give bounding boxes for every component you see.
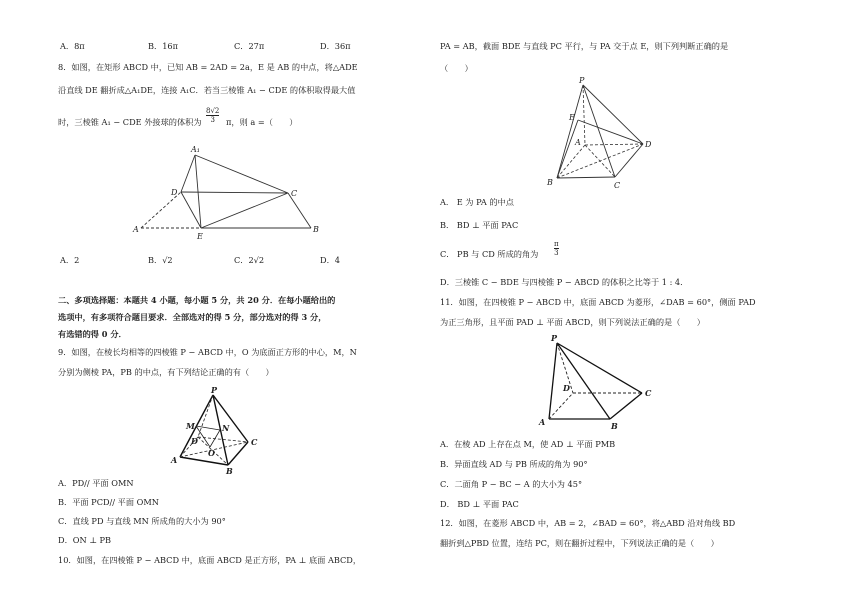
q11-option-a: A．在棱 AD 上存在点 M，使 AD ⊥ 平面 PMB — [440, 439, 616, 449]
q10-option-a: A． E 为 PA 的中点 — [440, 197, 514, 207]
left-column — [58, 0, 458, 607]
q10-fraction-denominator: 3 — [554, 249, 559, 257]
q8-line-1: 8．如图，在矩形 ABCD 中，已知 AB = 2AD = 2a，E 是 AB 的中点，将△ADE — [58, 62, 358, 72]
q11-edge-pb — [557, 343, 610, 419]
q9-label-o: O — [208, 448, 215, 458]
q8-option-c: C．2√2 — [234, 255, 265, 265]
q9-label-a: A — [171, 455, 178, 465]
q10-label-p: P — [579, 76, 585, 85]
q10-edge-bc — [557, 177, 615, 178]
q10-label-e: E — [569, 113, 575, 122]
q9-option-c: C．直线 PD 与直线 MN 所成角的大小为 90° — [58, 516, 226, 526]
q10-label-d: D — [645, 140, 652, 149]
q10-label-c: C — [614, 181, 621, 190]
q9-label-n: N — [222, 423, 230, 433]
q11-label-b: B — [611, 421, 618, 431]
q10-option-c: C． PB 与 CD 所成的角为 — [440, 249, 539, 259]
q10-edge-pc — [583, 85, 615, 177]
q9-option-a: A．PD// 平面 OMN — [58, 478, 134, 488]
q8-label-a: A — [133, 225, 139, 234]
q8-fraction-denominator: 3 — [210, 116, 215, 124]
q10-edge-bd — [557, 144, 643, 178]
q8-volume-fraction — [206, 107, 219, 124]
section2-line-2: 选项中，有多项符合题目要求．全部选对的得 5 分，部分选对的得 3 分， — [58, 312, 327, 322]
q9-edge-pd — [198, 395, 213, 437]
q8-edge-ec — [201, 193, 288, 228]
q10-line-3: （ ） — [440, 63, 473, 73]
q12-line-1: 12．如图，在菱形 ABCD 中，AB = 2，∠BAD = 60°，将△ABD 沿对角线 BD — [440, 518, 736, 528]
q10-edge-ad — [585, 144, 643, 145]
q9-label-d: D — [191, 436, 198, 446]
q11-option-b: B．异面直线 AD 与 PB 所成的角为 90° — [440, 459, 588, 469]
q11-figure — [535, 333, 675, 431]
q10-label-a: A — [575, 138, 581, 147]
section2-line-1: 二、多项选择题：本题共 4 小题，每小题 5 分，共 20 分．在每小题给出的 — [58, 295, 336, 305]
q7-option-c: C．27π — [234, 41, 265, 51]
q11-edge-pa — [549, 343, 557, 419]
q11-label-c: C — [645, 388, 652, 398]
q9-line-2: 分别为侧棱 PA，PB 的中点，有下列结论正确的有（ ） — [58, 367, 274, 377]
q10-line-1: 10．如图，在四棱锥 P − ABCD 中，底面 ABCD 是正方形，PA ⊥ 底面 ABCD， — [58, 555, 362, 565]
q8-option-a: A．2 — [60, 255, 80, 265]
q9-label-c: C — [251, 437, 258, 447]
q9-label-m: M — [186, 421, 195, 431]
q12-line-2: 翻折到△PBD 位置，连结 PC，则在翻折过程中，下列说法正确的是（ ） — [440, 538, 719, 548]
q8-edge-ad — [141, 192, 181, 228]
section2-line-3: 有选错的得 0 分． — [58, 329, 127, 339]
q8-line-4: π，则 a =（ ） — [226, 117, 298, 127]
q9-edge-mo — [196, 426, 210, 447]
q10-label-b: B — [547, 178, 553, 187]
q11-label-p: P — [551, 333, 558, 343]
q8-fraction-numerator: 8√2 — [206, 107, 220, 115]
q8-edge-de — [181, 192, 201, 228]
q8-option-b: B．√2 — [148, 255, 173, 265]
q8-label-e: E — [197, 232, 203, 241]
q8-line-2: 沿直线 DE 翻折成△A₁DE，连接 A₁C．若当三棱锥 A₁ − CDE 的体积取得最大值 — [58, 85, 356, 95]
q9-option-d: D．ON ⊥ PB — [58, 535, 112, 545]
q11-option-c: C．二面角 P − BC − A 的大小为 45° — [440, 479, 583, 489]
q9-label-b: B — [226, 466, 233, 476]
q11-line-2: 为正三角形，且平面 PAD ⊥ 平面 ABCD，则下列说法正确的是（ ） — [440, 317, 705, 327]
q9-option-b: B．平面 PCD// 平面 OMN — [58, 497, 159, 507]
q9-label-p: P — [211, 385, 218, 395]
q11-option-d: D． BD ⊥ 平面 PAC — [440, 499, 519, 509]
q7-option-a: A．8π — [60, 41, 85, 51]
q8-edge-dc — [181, 192, 288, 193]
q8-edge-a1c — [195, 155, 288, 193]
q11-label-d: D — [563, 383, 570, 393]
right-column — [440, 0, 840, 607]
q8-edge-bc — [288, 193, 311, 228]
q10-figure — [545, 75, 675, 190]
q10-edge-pa — [583, 85, 585, 145]
q10-option-d: D．三棱锥 C − BDE 与四棱锥 P − ABCD 的体积之比等于 1 : 4． — [440, 277, 689, 287]
q10-edge-ed — [578, 120, 643, 144]
q10-edge-pb — [557, 85, 583, 178]
q8-label-d: D — [171, 188, 178, 197]
q10-option-b: B． BD ⊥ 平面 PAC — [440, 220, 519, 230]
q8-figure — [133, 145, 353, 240]
q9-edge-mn — [196, 426, 220, 430]
q8-option-d: D．4 — [320, 255, 340, 265]
q8-label-a1: A₁ — [191, 145, 200, 154]
q11-edge-bc — [610, 393, 642, 419]
q9-line-1: 9．如图，在棱长均相等的四棱锥 P − ABCD 中，O 为底面正方形的中心，M，N — [58, 347, 357, 357]
q10-edge-cd — [615, 144, 643, 177]
q11-edge-ad — [549, 393, 573, 419]
q10-fraction-numerator: π — [554, 240, 559, 248]
q7-option-b: B．16π — [148, 41, 179, 51]
q8-label-b: B — [313, 225, 319, 234]
q10-edge-pd — [583, 85, 643, 144]
q7-option-d: D．36π — [320, 41, 351, 51]
q8-edge-a1d — [181, 155, 195, 192]
q9-figure — [168, 385, 268, 476]
q8-edge-a1e — [195, 155, 201, 228]
q10-edge-be — [557, 120, 578, 178]
q11-line-1: 11．如图，在四棱锥 P − ABCD 中，底面 ABCD 为菱形，∠DAB = 60°，侧面 PAD — [440, 297, 756, 307]
q10-angle-fraction — [554, 240, 559, 257]
q8-line-3: 时，三棱锥 A₁ − CDE 外接球的体积为 — [58, 117, 202, 127]
q11-label-a: A — [539, 417, 546, 427]
q8-label-c: C — [291, 189, 298, 198]
q10-line-2: PA = AB，截面 BDE 与直线 PC 平行，与 PA 交于点 E，则下列判断正确的是 — [440, 41, 729, 51]
